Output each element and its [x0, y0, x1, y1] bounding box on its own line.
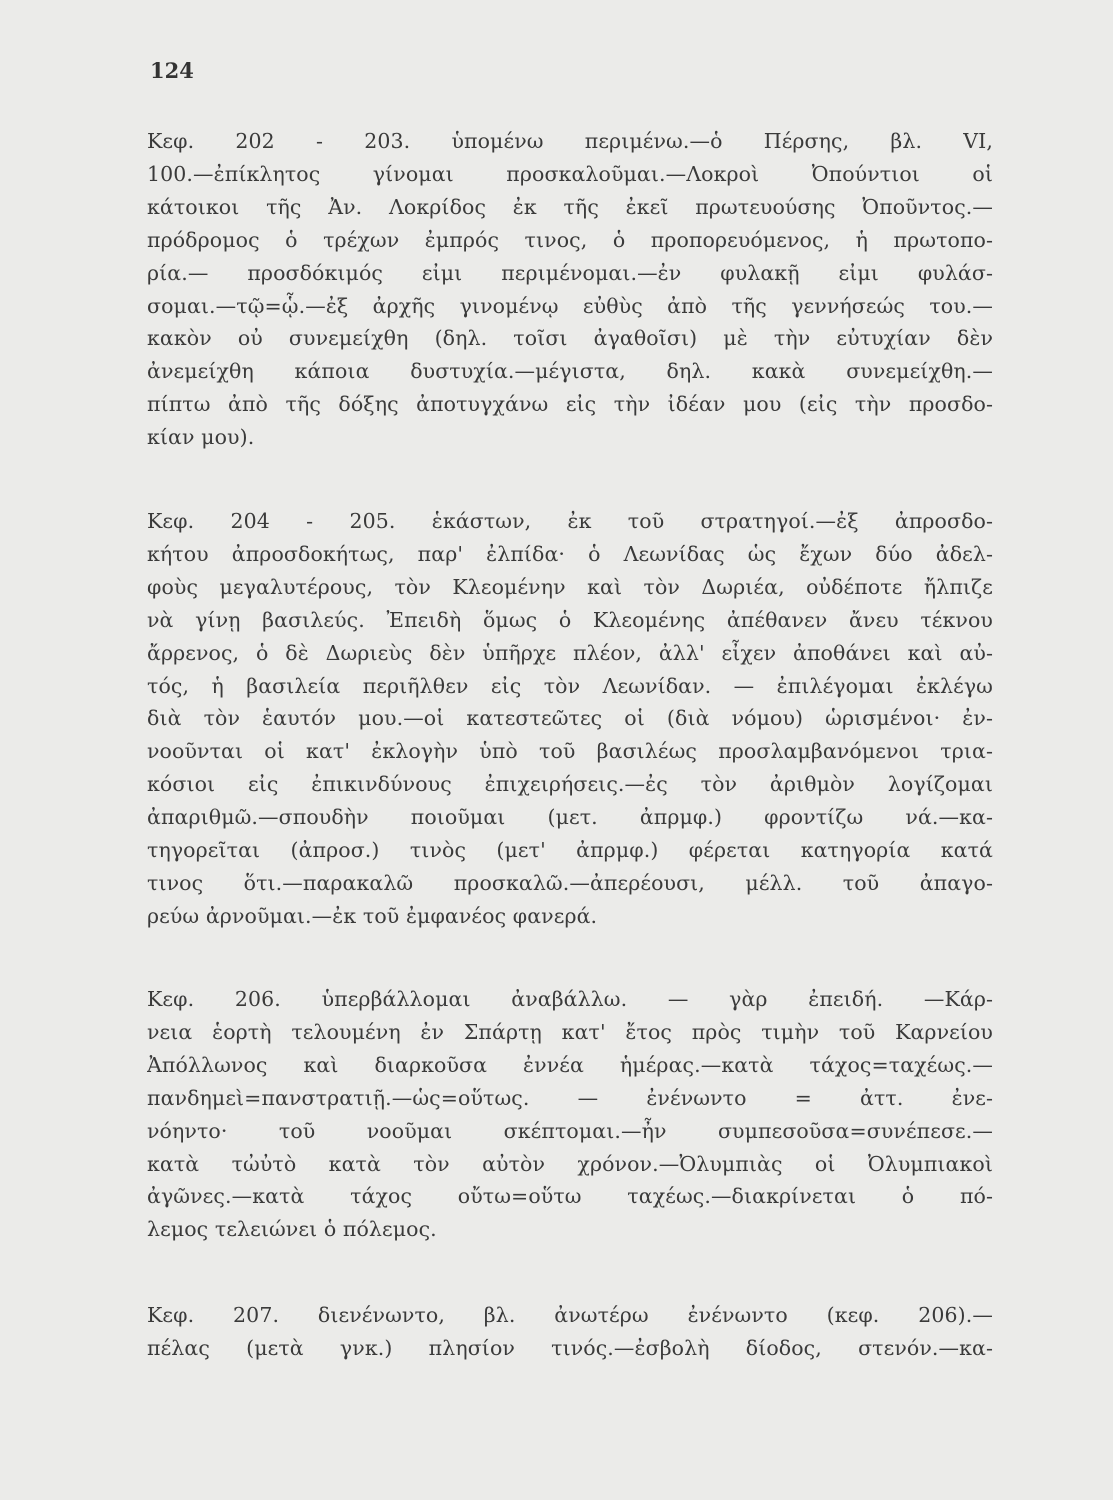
- text-line: ρεύω ἀρνοῦμαι.—ἐκ τοῦ ἐμφανέος φανερά.: [147, 903, 598, 928]
- text-line: ἀπαριθμῶ.—σπουδὴν ποιοῦμαι (μετ. ἀπρμφ.) φροντίζω νά.—κα-: [147, 805, 993, 830]
- text-line: φοὺς μεγαλυτέρους, τὸν Κλεομένην καὶ τὸν Δωριέα, οὐδέποτε ἤλπιζε: [147, 574, 993, 599]
- text-line: κήτου ἀπροσδοκήτως, παρ' ἐλπίδα· ὁ Λεωνίδας ὡς ἔχων δύο ἀδελ-: [147, 541, 993, 566]
- text-line: νόηντο· τοῦ νοοῦμαι σκέπτομαι.—ἦν συμπεσοῦσα=συνέπεσε.—: [147, 1118, 993, 1143]
- text-line: πρόδρομος ὁ τρέχων ἐμπρός τινος, ὁ προπορευόμενος, ἡ πρωτοπο-: [147, 227, 993, 252]
- text-line: κατὰ τὠὐτὸ κατὰ τὸν αὐτὸν χρόνον.—Ὀλυμπιὰς οἱ Ὀλυμπιακοὶ: [147, 1151, 993, 1176]
- text-line: τινος ὅτι.—παρακαλῶ προσκαλῶ.—ἀπερέουσι, μέλλ. τοῦ ἀπαγο-: [147, 870, 993, 895]
- text-line: λεμος τελειώνει ὁ πόλεμος.: [147, 1217, 437, 1242]
- text-line: Κεφ. 207. διενένωντο, βλ. ἀνωτέρω ἐνένωντο (κεφ. 206).—: [147, 1303, 993, 1327]
- text-line: διὰ τὸν ἑαυτόν μου.—οἱ κατεστεῶτες οἱ (διὰ νόμου) ὡρισμένοι· ἐν-: [147, 706, 993, 731]
- text-line: Ἀπόλλωνος καὶ διαρκοῦσα ἐννέα ἡμέρας.—κατὰ τάχος=ταχέως.—: [147, 1052, 993, 1077]
- chapter-notes-204-205: [147, 505, 993, 933]
- text-line: ἀνεμείχθη κάποια δυστυχία.—μέγιστα, δηλ. κακὰ συνεμείχθη.—: [147, 359, 993, 384]
- chapter-notes-202-203: [147, 125, 993, 454]
- text-line: νοοῦνται οἱ κατ' ἐκλογὴν ὑπὸ τοῦ βασιλέως προσλαμβανόμενοι τρια-: [147, 739, 993, 764]
- text-line: κίαν μου).: [147, 425, 255, 450]
- text-line: πίπτω ἀπὸ τῆς δόξης ἀποτυγχάνω εἰς τὴν ἰδέαν μου (εἰς τὴν προσδο-: [147, 392, 993, 417]
- text-line: Κεφ. 202 - 203. ὑπομένω περιμένω.—ὁ Πέρσης, βλ. VI,: [147, 129, 993, 153]
- text-line: τηγορεῖται (ἀπροσ.) τινὸς (μετ' ἀπρμφ.) φέρεται κατηγορία κατά: [147, 838, 993, 863]
- chapter-notes-207: [147, 1299, 993, 1365]
- text-line: κάτοικοι τῆς Ἀν. Λοκρίδος ἐκ τῆς ἐκεῖ πρωτευούσης Ὀποῦντος.—: [147, 194, 993, 219]
- page-number: 124: [150, 58, 194, 83]
- text-line: 100.—ἐπίκλητος γίνομαι προσκαλοῦμαι.—Λοκροὶ Ὀπούντιοι οἱ: [147, 161, 993, 186]
- text-line: κόσιοι εἰς ἐπικινδύνους ἐπιχειρήσεις.—ἐς τὸν ἀριθμὸν λογίζομαι: [147, 772, 993, 797]
- text-line: σομαι.—τῷ=ᾧ.—ἐξ ἀρχῆς γινομένῳ εὐθὺς ἀπὸ τῆς γεννήσεώς του.—: [147, 293, 993, 318]
- chapter-notes-206: [147, 983, 993, 1246]
- text-line: τός, ἡ βασιλεία περιῆλθεν εἰς τὸν Λεωνίδαν. — ἐπιλέγομαι ἐκλέγω: [147, 673, 993, 698]
- text-line: πέλας (μετὰ γνκ.) πλησίον τινός.—ἐσβολὴ δίοδος, στενόν.—κα-: [147, 1335, 993, 1360]
- text-line: πανδημεὶ=πανστρατιῇ.—ὡς=οὕτως. — ἐνένωντο = ἀττ. ἐνε-: [147, 1085, 993, 1110]
- text-line: νεια ἑορτὴ τελουμένη ἐν Σπάρτῃ κατ' ἔτος πρὸς τιμὴν τοῦ Καρνείου: [147, 1019, 993, 1044]
- text-line: κακὸν οὐ συνεμείχθη (δηλ. τοῖσι ἀγαθοῖσι) μὲ τὴν εὐτυχίαν δὲν: [147, 326, 993, 351]
- text-line: Κεφ. 206. ὑπερβάλλομαι ἀναβάλλω. — γὰρ ἐπειδή. —Κάρ-: [147, 987, 993, 1011]
- text-line: ρία.— προσδόκιμός εἰμι περιμένομαι.—ἐν φυλακῇ εἰμι φυλάσ-: [147, 260, 993, 285]
- text-line: ἄρρενος, ὁ δὲ Δωριεὺς δὲν ὑπῆρχε πλέον, ἀλλ' εἶχεν ἀποθάνει καὶ αὐ-: [147, 640, 993, 665]
- text-line: νὰ γίνῃ βασιλεύς. Ἐπειδὴ ὅμως ὁ Κλεομένης ἀπέθανεν ἄνευ τέκνου: [147, 607, 993, 632]
- text-line: ἀγῶνες.—κατὰ τάχος οὔτω=οὕτω ταχέως.—διακρίνεται ὁ πό-: [147, 1184, 993, 1209]
- text-line: Κεφ. 204 - 205. ἑκάστων, ἐκ τοῦ στρατηγοί.—ἐξ ἀπροσδο-: [147, 509, 993, 533]
